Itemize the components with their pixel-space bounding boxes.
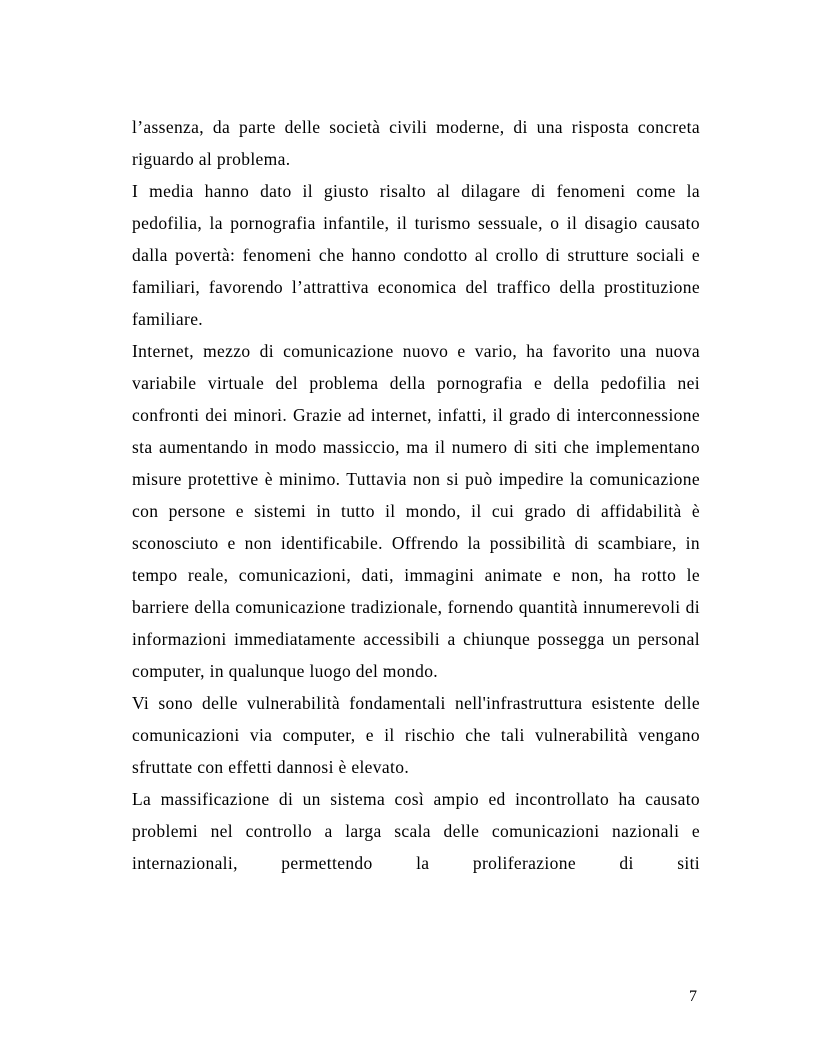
paragraph-2: I media hanno dato il giusto risalto al dilagare di fenomeni come la pedofilia, la pornografia infantile, il turismo sessuale, o il disagio causato dalla povertà: fenomeni che hanno condotto al crollo di strutture sociali e familiari, favorendo l’attrattiva economica del traffico della prostituzione familiare. [132,181,700,329]
body-text [132,111,700,879]
paragraph-1: l’assenza, da parte delle società civili moderne, di una risposta concreta riguardo al problema. [132,117,700,169]
paragraph-5: La massificazione di un sistema così ampio ed incontrollato ha causato problemi nel controllo a larga scala delle comunicazioni nazionali e internazionali, permettendo la proliferazione di siti [132,789,700,873]
paragraph-3: Internet, mezzo di comunicazione nuovo e vario, ha favorito una nuova variabile virtuale del problema della pornografia e della pedofilia nei confronti dei minori. Grazie ad internet, infatti, il grado di interconnessione sta aumentando in modo massiccio, ma il numero di siti che implementano misure protettive è minimo. Tuttavia non si può impedire la comunicazione con persone e sistemi in tutto il mondo, il cui grado di affidabilità è sconosciuto e non identificabile. Offrendo la possibilità di scambiare, in tempo reale, comunicazioni, dati, immagini animate e non, ha rotto le barriere della comunicazione tradizionale, fornendo quantità innumerevoli di informazioni immediatamente accessibili a chiunque possegga un personal computer, in qualunque luogo del mondo. [132,341,700,681]
paragraph-4: Vi sono delle vulnerabilità fondamentali nell'infrastruttura esistente delle comunicazioni via computer, e il rischio che tali vulnerabilità vengano sfruttate con effetti dannosi è elevato. [132,693,700,777]
page-number: 7 [689,988,697,1005]
